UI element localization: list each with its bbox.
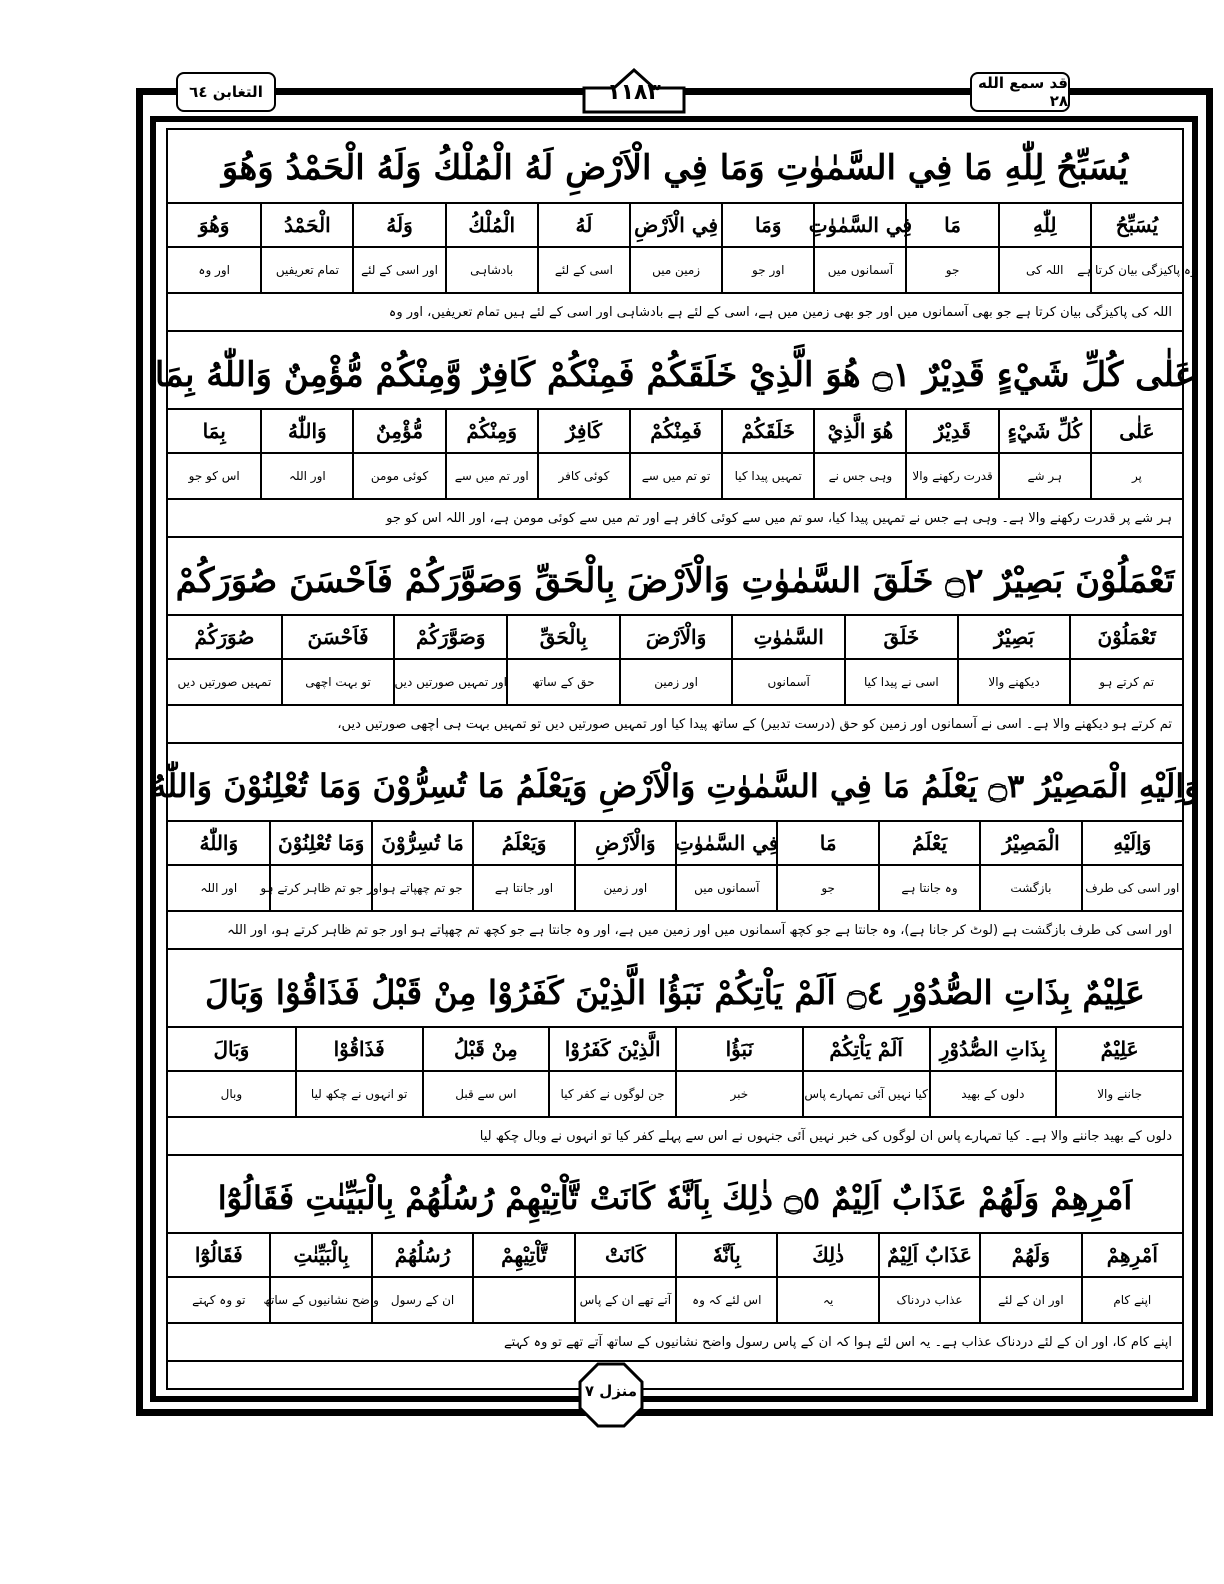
verse-arabic-line: اَمْرِهِمْ وَلَهُمْ عَذَابٌ اَلِيْمٌ ۝٥ ذٰلِكَ بِاَنَّهٗ كَانَتْ تَّاْتِيْهِمْ رُسُلُهُمْ بِالْبَيِّنٰتِ فَقَالُوْٓا <box>217 1179 1133 1217</box>
word-cell: وَمِنْكُمْ <box>445 410 537 452</box>
meaning-cell: ان کے رسول <box>371 1278 472 1322</box>
meaning-cell: اس لئے کہ وہ <box>675 1278 776 1322</box>
meaning-cell: تو تم میں سے <box>629 454 721 498</box>
word-cell: عَلِيْمٌ <box>1055 1028 1182 1070</box>
meaning-cell: تو بہت اچھی <box>281 660 394 704</box>
word-cell: يُسَبِّحُ <box>1090 204 1182 246</box>
meaning-cell: آسمانوں میں <box>813 248 905 292</box>
word-cell: مُّؤْمِنٌ <box>352 410 444 452</box>
word-cell: الَّذِيْنَ كَفَرُوْا <box>548 1028 675 1070</box>
verse-translation: اپنے کام کا، اور ان کے لئے دردناک عذاب ہے۔ یہ اس لئے ہوا کہ ان کے پاس رسول واضح نشانیوں کے ساتھ آتے تھے تو وہ کہتے <box>168 1322 1182 1362</box>
meaning-cell: جاننے والا <box>1055 1072 1182 1116</box>
verse-arabic-line: عَلٰى كُلِّ شَيْءٍ قَدِيْرٌ ۝١ هُوَ الَّذِيْ خَلَقَكُمْ فَمِنْكُمْ كَافِرٌ وَّمِنْكُمْ مُّؤْمِنٌ وَاللّٰهُ بِمَا <box>154 354 1196 395</box>
word-cell: بِذَاتِ الصُّدُوْرِ <box>929 1028 1056 1070</box>
meaning-cell: اور زمین <box>574 866 675 910</box>
word-cell: فَذَاقُوْا <box>295 1028 422 1070</box>
word-cell: تَّاْتِيْهِمْ <box>472 1234 573 1276</box>
word-meaning-row <box>168 452 1182 498</box>
page-number-badge <box>578 66 690 118</box>
meaning-cell: وہی جس نے <box>813 454 905 498</box>
word-cell: وَاللّٰهُ <box>199 831 239 855</box>
meaning-cell: ہر شے <box>998 454 1090 498</box>
meaning-cell: تم کرتے ہو <box>1069 660 1182 704</box>
word-cell: لِلّٰهِ <box>998 204 1090 246</box>
meaning-cell: اور اللہ <box>260 454 352 498</box>
meaning-cell: تمہیں پیدا کیا <box>721 454 813 498</box>
meaning-cell: تو وہ کہتے <box>192 1293 246 1307</box>
word-cell: الْمُلْكُ <box>445 204 537 246</box>
meaning-cell: جو <box>776 866 877 910</box>
word-cell: بِاَنَّهٗ <box>675 1234 776 1276</box>
meaning-cell <box>472 1278 573 1322</box>
word-meaning-row <box>168 1276 1182 1322</box>
word-cell: فِي السَّمٰوٰتِ <box>675 822 776 864</box>
meaning-cell: عذاب دردناک <box>878 1278 979 1322</box>
meaning-cell: دلوں کے بھید <box>929 1072 1056 1116</box>
word-cell: فَقَالُوْٓا <box>194 1243 243 1267</box>
verses-block <box>150 130 1200 1388</box>
meaning-cell: اس کو جو <box>188 469 240 483</box>
meaning-cell: وہ پاکیزگی بیان کرتا ہے <box>1090 248 1182 292</box>
word-cell: وَاللّٰهُ <box>260 410 352 452</box>
word-cell: قَدِيْرٌ <box>905 410 997 452</box>
verse-translation: اور اسی کی طرف بازگشت ہے (لوٹ کر جانا ہے)، وہ جانتا ہے جو کچھ آسمانوں میں اور زمین میں ہے، اور وہ جانتا ہے جو کچھ تم چھپاتے ہو اور جو تم ظاہر کرتے ہو، اور اللہ <box>168 910 1182 950</box>
word-cell: فِي الْاَرْضِ <box>629 204 721 246</box>
word-cell: لَهُ <box>537 204 629 246</box>
word-cell: يَعْلَمُ <box>878 822 979 864</box>
verse-translation: دلوں کے بھید جاننے والا ہے۔ کیا تمہارے پاس ان لوگوں کی خبر نہیں آئی جنہوں نے اس سے پہلے کفر کیا تو انہوں نے وبال چکھ لیا <box>168 1116 1182 1156</box>
word-by-word-row <box>168 820 1182 864</box>
surah-label: التغابن ٦٤ <box>176 72 276 112</box>
word-cell: نَبَؤُا <box>675 1028 802 1070</box>
meaning-cell: اور جانتا ہے <box>472 866 573 910</box>
word-cell: بِمَا <box>202 419 226 443</box>
meaning-cell: بادشاہی <box>445 248 537 292</box>
word-cell: وَهُوَ <box>198 213 230 237</box>
word-cell: مَا <box>905 204 997 246</box>
meaning-cell: زمین میں <box>629 248 721 292</box>
verse-arabic-line: وَاِلَيْهِ الْمَصِيْرُ ۝٣ يَعْلَمُ مَا فِي السَّمٰوٰتِ وَالْاَرْضِ وَيَعْلَمُ مَا تُسِرُّوْنَ وَمَا تُعْلِنُوْنَ وَاللّٰهُ <box>150 767 1200 805</box>
meaning-cell: آسمانوں <box>731 660 844 704</box>
word-cell: وَالْاَرْضِ <box>574 822 675 864</box>
meaning-cell: کوئی مومن <box>352 454 444 498</box>
meaning-cell: بازگشت <box>979 866 1080 910</box>
juz-label: قد سمع الله ٢٨ <box>970 72 1070 112</box>
meaning-cell: اور ان کے لئے <box>979 1278 1080 1322</box>
word-cell: مَا <box>776 822 877 864</box>
word-cell: وَلَهُ <box>352 204 444 246</box>
meaning-cell: جن لوگوں نے کفر کیا <box>548 1072 675 1116</box>
word-cell: بِالْحَقِّ <box>506 616 619 658</box>
word-meaning-row <box>168 658 1182 704</box>
meaning-cell: تمہیں صورتیں دیں <box>177 675 272 689</box>
word-cell: اَمْرِهِمْ <box>1081 1234 1182 1276</box>
word-cell: بَصِيْرٌ <box>957 616 1070 658</box>
verse-arabic-line: تَعْمَلُوْنَ بَصِيْرٌ ۝٢ خَلَقَ السَّمٰوٰتِ وَالْاَرْضَ بِالْحَقِّ وَصَوَّرَكُمْ فَاَحْسَنَ صُوَرَكُمْ <box>175 560 1175 601</box>
meaning-cell: اور تم میں سے <box>445 454 537 498</box>
word-cell: كُلِّ شَيْءٍ <box>998 410 1090 452</box>
meaning-cell: خبر <box>675 1072 802 1116</box>
word-cell: خَلَقَ <box>844 616 957 658</box>
word-cell: اَلَمْ يَاْتِكُمْ <box>802 1028 929 1070</box>
meaning-cell: اور اللہ <box>200 881 238 895</box>
meaning-cell: اپنے کام <box>1081 1278 1182 1322</box>
meaning-cell: آسمانوں میں <box>675 866 776 910</box>
meaning-cell: جو تم چھپاتے ہو <box>371 866 472 910</box>
meaning-cell: جو <box>905 248 997 292</box>
meaning-cell: حق کے ساتھ <box>506 660 619 704</box>
meaning-cell: اور تمہیں صورتیں دیں <box>393 660 506 704</box>
word-by-word-row <box>168 408 1182 452</box>
word-cell: وَالْاَرْضَ <box>619 616 732 658</box>
meaning-cell: دیکھنے والا <box>957 660 1070 704</box>
word-cell: كَافِرٌ <box>537 410 629 452</box>
word-cell: وَبَالَ <box>213 1037 250 1061</box>
manzil-badge <box>578 1362 644 1428</box>
word-by-word-row <box>168 202 1182 246</box>
word-cell: هُوَ الَّذِيْ <box>813 410 905 452</box>
word-cell: وَمَا تُعْلِنُوْنَ <box>269 822 370 864</box>
word-cell: عَلٰى <box>1090 410 1182 452</box>
word-meaning-row <box>168 1070 1182 1116</box>
meaning-cell: تمام تعریفیں <box>260 248 352 292</box>
verse-translation: ہر شے پر قدرت رکھنے والا ہے۔ وہی ہے جس نے تمہیں پیدا کیا، سو تم میں سے کوئی کافر ہے اور تم میں سے کوئی مومن ہے، اور اللہ اس کو جو <box>168 498 1182 538</box>
verse-arabic-line: يُسَبِّحُ لِلّٰهِ مَا فِي السَّمٰوٰتِ وَمَا فِي الْاَرْضِ لَهُ الْمُلْكُ وَلَهُ الْحَمْدُ وَهُوَ <box>221 148 1129 188</box>
meaning-cell: تو انہوں نے چکھ لیا <box>295 1072 422 1116</box>
word-cell: ذٰلِكَ <box>776 1234 877 1276</box>
meaning-cell: اور اسی کے لئے <box>352 248 444 292</box>
meaning-cell: اور جو <box>721 248 813 292</box>
verse-translation: اللہ کی پاکیزگی بیان کرتا ہے جو بھی آسمانوں میں اور جو بھی زمین میں ہے، اسی کے لئے ہے بادشاہی اور اسی کے لئے ہیں تمام تعریفیں، اور وہ <box>168 292 1182 332</box>
meaning-cell: یہ <box>776 1278 877 1322</box>
word-cell: وَيَعْلَمُ <box>472 822 573 864</box>
word-meaning-row <box>168 864 1182 910</box>
word-cell: صُوَرَكُمْ <box>194 625 255 649</box>
meaning-cell: اور وہ <box>198 263 230 277</box>
word-cell: كَانَتْ <box>574 1234 675 1276</box>
word-cell: رُسُلُهُمْ <box>371 1234 472 1276</box>
meaning-cell: اسی کے لئے <box>537 248 629 292</box>
word-cell: مَا تُسِرُّوْنَ <box>371 822 472 864</box>
meaning-cell: کوئی کافر <box>537 454 629 498</box>
word-cell: الْمَصِيْرُ <box>979 822 1080 864</box>
meaning-cell: کیا نہیں آئی تمہارے پاس <box>802 1072 929 1116</box>
word-by-word-row <box>168 614 1182 658</box>
meaning-cell: وبال <box>220 1087 243 1101</box>
meaning-cell: وہ جانتا ہے <box>878 866 979 910</box>
meaning-cell: اور زمین <box>619 660 732 704</box>
word-cell: وَصَوَّرَكُمْ <box>393 616 506 658</box>
word-by-word-row <box>168 1232 1182 1276</box>
word-cell: الْحَمْدُ <box>260 204 352 246</box>
meaning-cell: اور جو تم ظاہر کرتے ہو <box>269 866 370 910</box>
word-cell: مِنْ قَبْلُ <box>422 1028 549 1070</box>
meaning-cell: آتے تھے ان کے پاس <box>574 1278 675 1322</box>
manzil-label: منزل ٧ <box>584 1382 638 1400</box>
meaning-cell: اسی نے پیدا کیا <box>844 660 957 704</box>
meaning-cell: اس سے قبل <box>422 1072 549 1116</box>
meaning-cell: واضح نشانیوں کے ساتھ <box>269 1278 370 1322</box>
verse-translation: تم کرتے ہو دیکھنے والا ہے۔ اسی نے آسمانوں اور زمین کو حق (درست تدبیر) کے ساتھ پیدا کیا اور تمہیں صورتیں دیں تو تمہیں بہت ہی اچھی صورتیں دیں، <box>168 704 1182 744</box>
word-cell: فَاَحْسَنَ <box>281 616 394 658</box>
verse-arabic-line: عَلِيْمٌ بِذَاتِ الصُّدُوْرِ ۝٤ اَلَمْ يَاْتِكُمْ نَبَؤُا الَّذِيْنَ كَفَرُوْا مِنْ قَبْلُ فَذَاقُوْا وَبَالَ <box>205 972 1145 1012</box>
meaning-cell: اللہ کی <box>998 248 1090 292</box>
word-cell: بِالْبَيِّنٰتِ <box>269 1234 370 1276</box>
meaning-cell: پر <box>1090 454 1182 498</box>
word-cell: فَمِنْكُمْ <box>629 410 721 452</box>
word-cell: تَعْمَلُوْنَ <box>1069 616 1182 658</box>
page-number: ١١٨٣ <box>607 79 661 105</box>
word-cell: خَلَقَكُمْ <box>721 410 813 452</box>
word-cell: وَلَهُمْ <box>979 1234 1080 1276</box>
word-cell: عَذَابٌ اَلِيْمٌ <box>878 1234 979 1276</box>
meaning-cell: قدرت رکھنے والا <box>905 454 997 498</box>
word-cell: وَاِلَيْهِ <box>1081 822 1182 864</box>
meaning-cell: اور اسی کی طرف <box>1081 866 1182 910</box>
word-cell: فِي السَّمٰوٰتِ <box>813 204 905 246</box>
word-meaning-row <box>168 246 1197 292</box>
word-cell: وَمَا <box>721 204 813 246</box>
word-cell: السَّمٰوٰتِ <box>731 616 844 658</box>
word-by-word-row <box>168 1026 1182 1070</box>
